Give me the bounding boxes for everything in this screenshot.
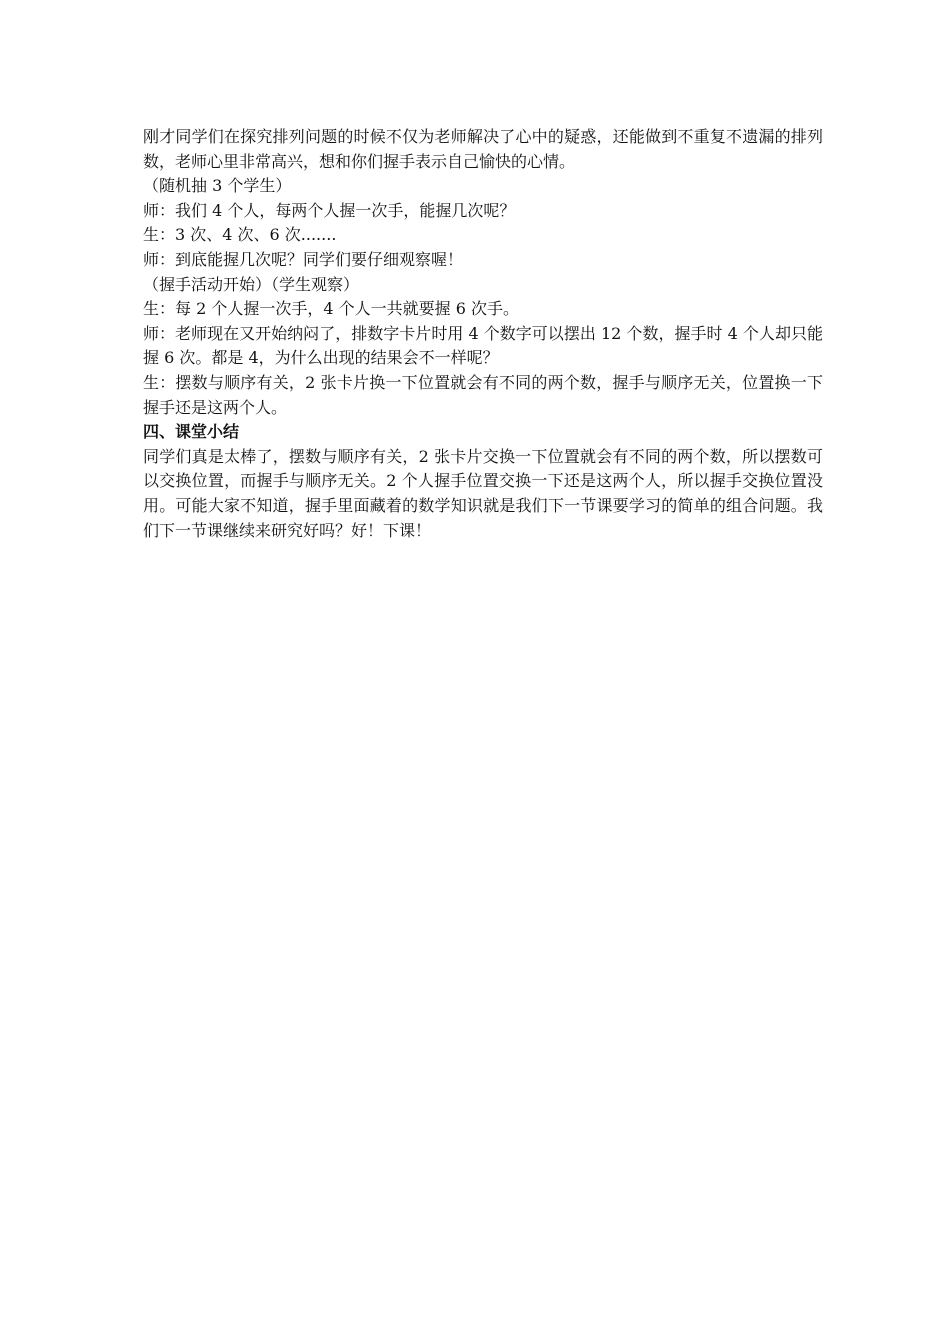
student-answer-order: 生：摆数与顺序有关，2 张卡片换一下位置就会有不同的两个数，握手与顺序无关，位置换一下握手还是这两个人。 [143, 372, 823, 417]
teacher-question-handshakes: 师：我们 4 个人，每两个人握一次手，能握几次呢？ [143, 200, 516, 220]
student-answer-guesses: 生：3 次、4 次、6 次....... [143, 225, 337, 245]
section-heading-summary: 四、课堂小结 [143, 422, 240, 442]
stage-note-handshake-activity: （握手活动开始）（学生观察） [143, 274, 360, 294]
summary-paragraph: 同学们真是太棒了，摆数与顺序有关，2 张卡片交换一下位置就会有不同的两个数，所以摆数可以交换位置，而握手与顺序无关。2 个人握手位置交换一下还是这两个人，所以握手交换位置没用。可能大家不知道，握手里面藏着的数学知识就是我们下一节课要学习的简单的组合问题。我们下一节课继续来研究好吗？好！下课！ [143, 446, 823, 540]
teacher-prompt-observe: 师：到底能握几次呢？同学们要仔细观察喔！ [143, 249, 464, 269]
student-answer-six: 生：每 2 个人握一次手，4 个人一共就要握 6 次手。 [143, 299, 519, 319]
intro-paragraph: 刚才同学们在探究排列问题的时候不仅为老师解决了心中的疑惑，还能做到不重复不遗漏的排列数，老师心里非常高兴，想和你们握手表示自己愉快的心情。 [143, 127, 823, 171]
stage-note-random-students: （随机抽 3 个学生） [143, 176, 292, 196]
document-body [143, 125, 823, 543]
teacher-question-difference: 师：老师现在又开始纳闷了，排数字卡片时用 4 个数字可以摆出 12 个数，握手时 4 个人却只能握 6 次。都是 4，为什么出现的结果会不一样呢？ [143, 323, 823, 368]
